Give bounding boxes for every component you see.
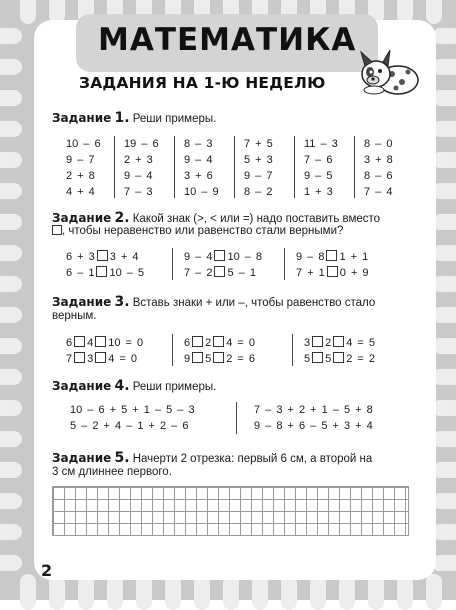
task3-equation (66, 352, 137, 365)
answer-box[interactable] (192, 336, 203, 347)
background-stripe (0, 307, 22, 323)
operand: 6 (66, 337, 73, 349)
task1-example: 8 – 2 (244, 186, 273, 198)
task1-example: 8 – 6 (364, 170, 393, 182)
task1-example: 7 – 6 (304, 154, 333, 166)
task1-number: 1. (114, 110, 130, 126)
task4-label: Задание (52, 379, 112, 393)
group-divider (284, 248, 285, 280)
task4-left-2: 5 – 2 + 4 – 1 + 2 – 6 (70, 420, 189, 432)
task4-left-1: 10 – 6 + 5 + 1 – 5 – 3 (70, 404, 195, 416)
task2-comparison (66, 266, 144, 279)
column-divider (234, 136, 235, 198)
task3-equation (304, 352, 375, 365)
task4-number: 4. (114, 378, 130, 394)
column-divider (174, 136, 175, 198)
background-stripe (20, 574, 36, 610)
page-title: МАТЕМАТИКА (98, 22, 357, 58)
comparison-left: 6 – 1 (66, 267, 95, 279)
task1-example: 2 + 8 (66, 170, 95, 182)
task1-example: 8 – 0 (364, 138, 393, 150)
task1-text: Реши примеры. (132, 113, 217, 125)
answer-box[interactable] (312, 352, 323, 363)
background-stripe (0, 28, 22, 44)
operand-result: 2 = 2 (346, 353, 376, 365)
background-stripe (0, 462, 22, 478)
task2-comparison (296, 266, 369, 279)
comparison-left: 9 – 4 (184, 251, 213, 263)
operand: 5 (325, 353, 332, 365)
task1-example: 9 – 7 (66, 154, 95, 166)
task1-example: 3 + 8 (364, 154, 393, 166)
task5-label: Задание (52, 451, 112, 465)
background-stripe (0, 276, 22, 292)
background-stripe (0, 524, 22, 540)
task5-heading (52, 450, 372, 466)
answer-box[interactable] (95, 352, 106, 363)
page-number: 2 (41, 561, 53, 580)
operand: 5 (205, 353, 212, 365)
answer-box[interactable] (333, 352, 344, 363)
operand: 2 (325, 337, 332, 349)
group-divider (172, 248, 173, 280)
operand: 2 (205, 337, 212, 349)
task2-comparison (184, 266, 256, 279)
group-divider (292, 334, 293, 366)
empty-box-icon (52, 225, 62, 235)
task3-label: Задание (52, 295, 112, 309)
dog-illustration (358, 44, 420, 98)
task1-example: 4 + 4 (66, 186, 95, 198)
operand-result: 4 = 0 (226, 337, 256, 349)
task4-heading (52, 378, 216, 394)
comparison-left: 6 + 3 (66, 251, 95, 263)
task1-example: 10 – 6 (66, 138, 101, 150)
background-stripe (426, 0, 442, 24)
task5-line2: 3 см длиннее первого. (52, 466, 172, 478)
task3-equation (184, 352, 255, 365)
operand: 9 (184, 353, 191, 365)
answer-box[interactable] (333, 336, 344, 347)
comparison-left: 9 – 8 (296, 251, 325, 263)
operand-result: 2 = 6 (226, 353, 256, 365)
operand: 3 (304, 337, 311, 349)
answer-box[interactable] (74, 352, 85, 363)
background-stripe (0, 493, 22, 509)
background-stripe (0, 214, 22, 230)
task3-equation (304, 336, 375, 349)
comparison-left: 7 + 1 (296, 267, 325, 279)
background-stripe (0, 90, 22, 106)
task3-text-a: Вставь знаки + или –, чтобы равенство стало (132, 297, 376, 309)
background-stripe (0, 59, 22, 75)
task5-text-a: Начерти 2 отрезка: первый 6 см, а второй на (132, 453, 373, 465)
answer-box[interactable] (214, 266, 225, 277)
task2-comparison (296, 250, 368, 263)
comparison-right: 3 + 4 (109, 251, 139, 263)
page-subtitle: ЗАДАНИЯ НА 1-Ю НЕДЕЛЮ (79, 74, 326, 92)
task1-example: 2 + 3 (124, 154, 153, 166)
background-stripe (0, 121, 22, 137)
operand: 7 (66, 353, 73, 365)
task1-example: 19 – 6 (124, 138, 159, 150)
background-stripe (426, 574, 442, 610)
task4-divider (236, 402, 237, 434)
task4-text: Реши примеры. (132, 381, 217, 393)
task4-right-1: 7 – 3 + 2 + 1 – 5 + 8 (254, 404, 373, 416)
operand: 4 (87, 337, 94, 349)
comparison-right: 0 + 9 (339, 267, 369, 279)
operand-result: 4 = 5 (346, 337, 376, 349)
answer-box[interactable] (192, 352, 203, 363)
task1-example: 9 – 7 (244, 170, 273, 182)
background-stripe (0, 338, 22, 354)
operand: 5 (304, 353, 311, 365)
answer-box[interactable] (312, 336, 323, 347)
answer-box[interactable] (95, 336, 106, 347)
operand: 3 (87, 353, 94, 365)
comparison-right: 5 – 1 (227, 267, 256, 279)
graph-paper-grid[interactable] (52, 486, 409, 536)
background-stripe (20, 0, 36, 24)
comparison-right: 10 – 8 (227, 251, 263, 263)
task4-right-2: 9 – 8 + 6 – 5 + 3 + 4 (254, 420, 373, 432)
answer-box[interactable] (214, 250, 225, 261)
task1-example: 9 – 5 (304, 170, 333, 182)
task1-label: Задание (52, 111, 112, 125)
answer-box[interactable] (74, 336, 85, 347)
answer-box[interactable] (327, 266, 338, 277)
answer-box[interactable] (326, 250, 337, 261)
answer-box[interactable] (213, 352, 224, 363)
task1-example: 11 – 3 (304, 138, 338, 150)
task1-example: 7 + 5 (244, 138, 273, 150)
answer-box[interactable] (97, 250, 108, 261)
task3-equation (184, 336, 255, 349)
background-stripe (0, 152, 22, 168)
operand-result: 10 = 0 (108, 337, 144, 349)
background-stripe (0, 400, 22, 416)
task2-text-a: Какой знак (>, < или =) надо поставить вместо (132, 213, 381, 225)
task3-heading (52, 294, 375, 310)
background-stripe (0, 245, 22, 261)
task1-example: 1 + 3 (304, 186, 333, 198)
task1-example: 9 – 4 (184, 154, 213, 166)
task2-comparison (184, 250, 262, 263)
background-stripe (0, 369, 22, 385)
task2-heading (52, 210, 380, 226)
task1-example: 3 + 6 (184, 170, 213, 182)
task1-example: 10 – 9 (184, 186, 219, 198)
task1-example: 8 – 3 (184, 138, 213, 150)
task5-number: 5. (114, 450, 130, 466)
task3-number: 3. (114, 294, 130, 310)
operand: 6 (184, 337, 191, 349)
task2-label: Задание (52, 211, 112, 225)
task1-example: 7 – 3 (124, 186, 153, 198)
task2-line2 (52, 225, 343, 237)
task2-text-b: , чтобы неравенство или равенство стали верными? (62, 225, 344, 237)
task1-example: 7 – 4 (364, 186, 393, 198)
group-divider (172, 334, 173, 366)
comparison-left: 7 – 2 (184, 267, 213, 279)
column-divider (294, 136, 295, 198)
comparison-right: 10 – 5 (109, 267, 145, 279)
task1-heading (52, 110, 216, 126)
background-stripe (0, 183, 22, 199)
column-divider (354, 136, 355, 198)
task1-example: 9 – 4 (124, 170, 153, 182)
task3-equation (66, 336, 143, 349)
background-stripe (0, 555, 22, 571)
task3-line2: верным. (52, 310, 97, 322)
operand-result: 4 = 0 (108, 353, 138, 365)
comparison-right: 1 + 1 (339, 251, 369, 263)
task1-example: 5 + 3 (244, 154, 273, 166)
column-divider (114, 136, 115, 198)
answer-box[interactable] (213, 336, 224, 347)
task2-number: 2. (114, 210, 130, 226)
answer-box[interactable] (96, 266, 107, 277)
task2-comparison (66, 250, 139, 263)
background-stripe (0, 431, 22, 447)
